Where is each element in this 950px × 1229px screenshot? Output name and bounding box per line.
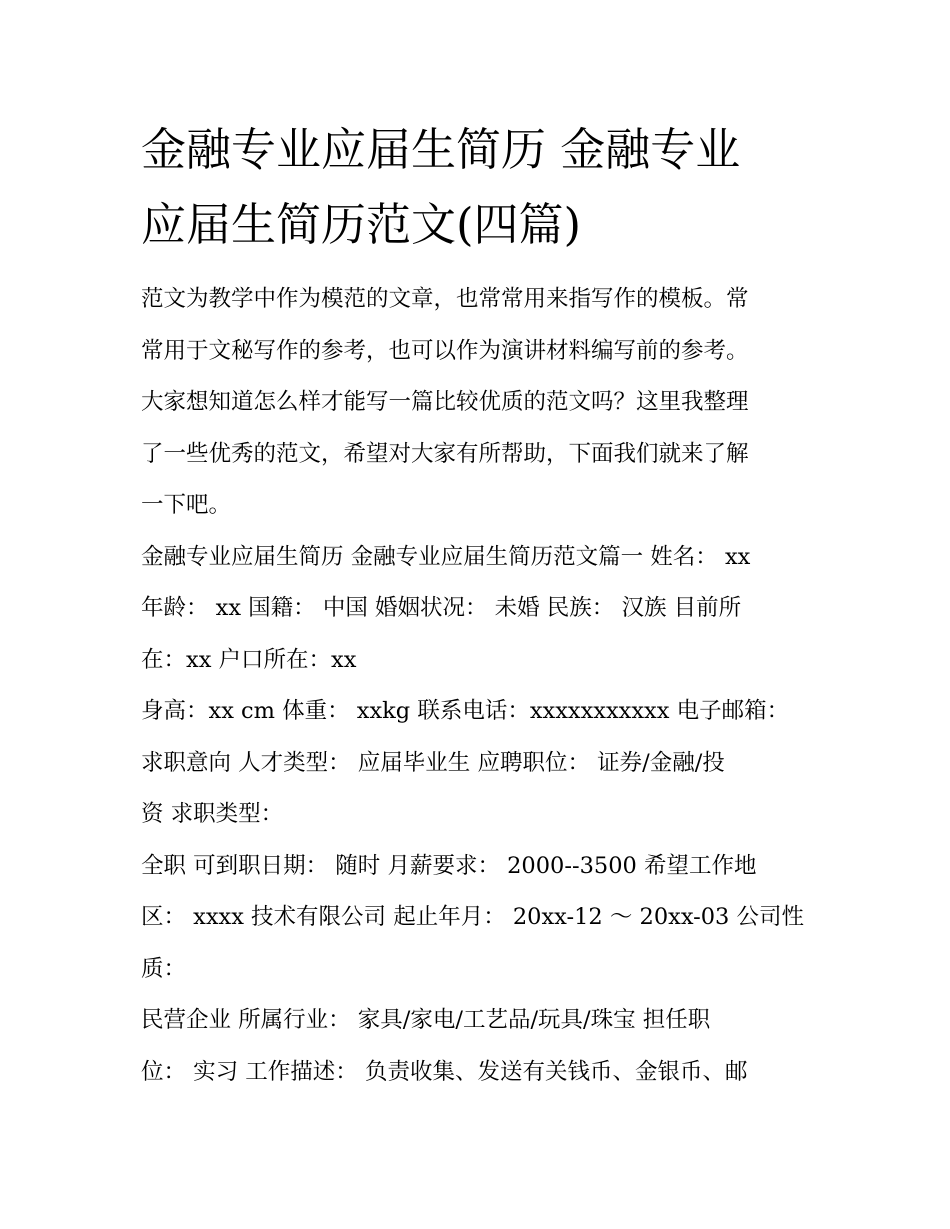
paragraph-line: 位： 实习 工作描述： 负责收集、发送有关钱币、金银币、邮 [141, 1058, 748, 1085]
paragraph-line: 求职意向 人才类型： 应届毕业生 应聘职位： 证券/金融/投 [141, 749, 725, 776]
paragraph-line: 资 求职类型： [141, 801, 284, 827]
paragraph-line: 区： xxxx 技术有限公司 起止年月： 20xx-12 ～ 20xx-03 公司性 [141, 904, 805, 930]
resume-job-type-paragraph [141, 841, 813, 996]
paragraph-line: 年龄： xx 国籍： 中国 婚姻状况： 未婚 民族： 汉族 目前所 [141, 595, 742, 621]
paragraph-line: 全职 可到职日期： 随时 月薪要求： 2000--3500 希望工作地 [141, 852, 757, 879]
resume-contact-intention-paragraph [141, 686, 813, 841]
title-line-2: 应届生简历范文(四篇) [141, 198, 582, 251]
paragraph-line: 民营企业 所属行业： 家具/家电/工艺品/玩具/珠宝 担任职 [141, 1007, 711, 1033]
paragraph-line: 范文为教学中作为模范的文章，也常常用来指写作的模板。常 [141, 286, 749, 312]
paragraph-line: 身高：xx cm 体重： xxkg 联系电话：xxxxxxxxxxx 电子邮箱： [141, 698, 790, 724]
paragraph-line: 了一些优秀的范文，希望对大家有所帮助，下面我们就来了解 [141, 440, 749, 467]
title-line-1: 金融专业应届生简历 金融专业 [141, 123, 741, 176]
paragraph-line: 金融专业应届生简历 金融专业应届生简历范文篇一 姓名： xx [141, 543, 751, 570]
intro-paragraph [141, 274, 813, 532]
paragraph-line: 在：xx 户口所在：xx [141, 646, 357, 673]
paragraph-line: 大家想知道怎么样才能写一篇比较优质的范文吗？这里我整理 [141, 389, 749, 415]
resume-basic-info-paragraph [141, 532, 813, 687]
paragraph-line: 常用于文秘写作的参考，也可以作为演讲材料编写前的参考。 [141, 337, 749, 364]
document-title [141, 112, 813, 262]
paragraph-line: 质： [141, 955, 187, 982]
resume-work-experience-paragraph [141, 995, 813, 1098]
paragraph-line: 一下吧。 [141, 492, 232, 518]
document-content [141, 112, 813, 1098]
